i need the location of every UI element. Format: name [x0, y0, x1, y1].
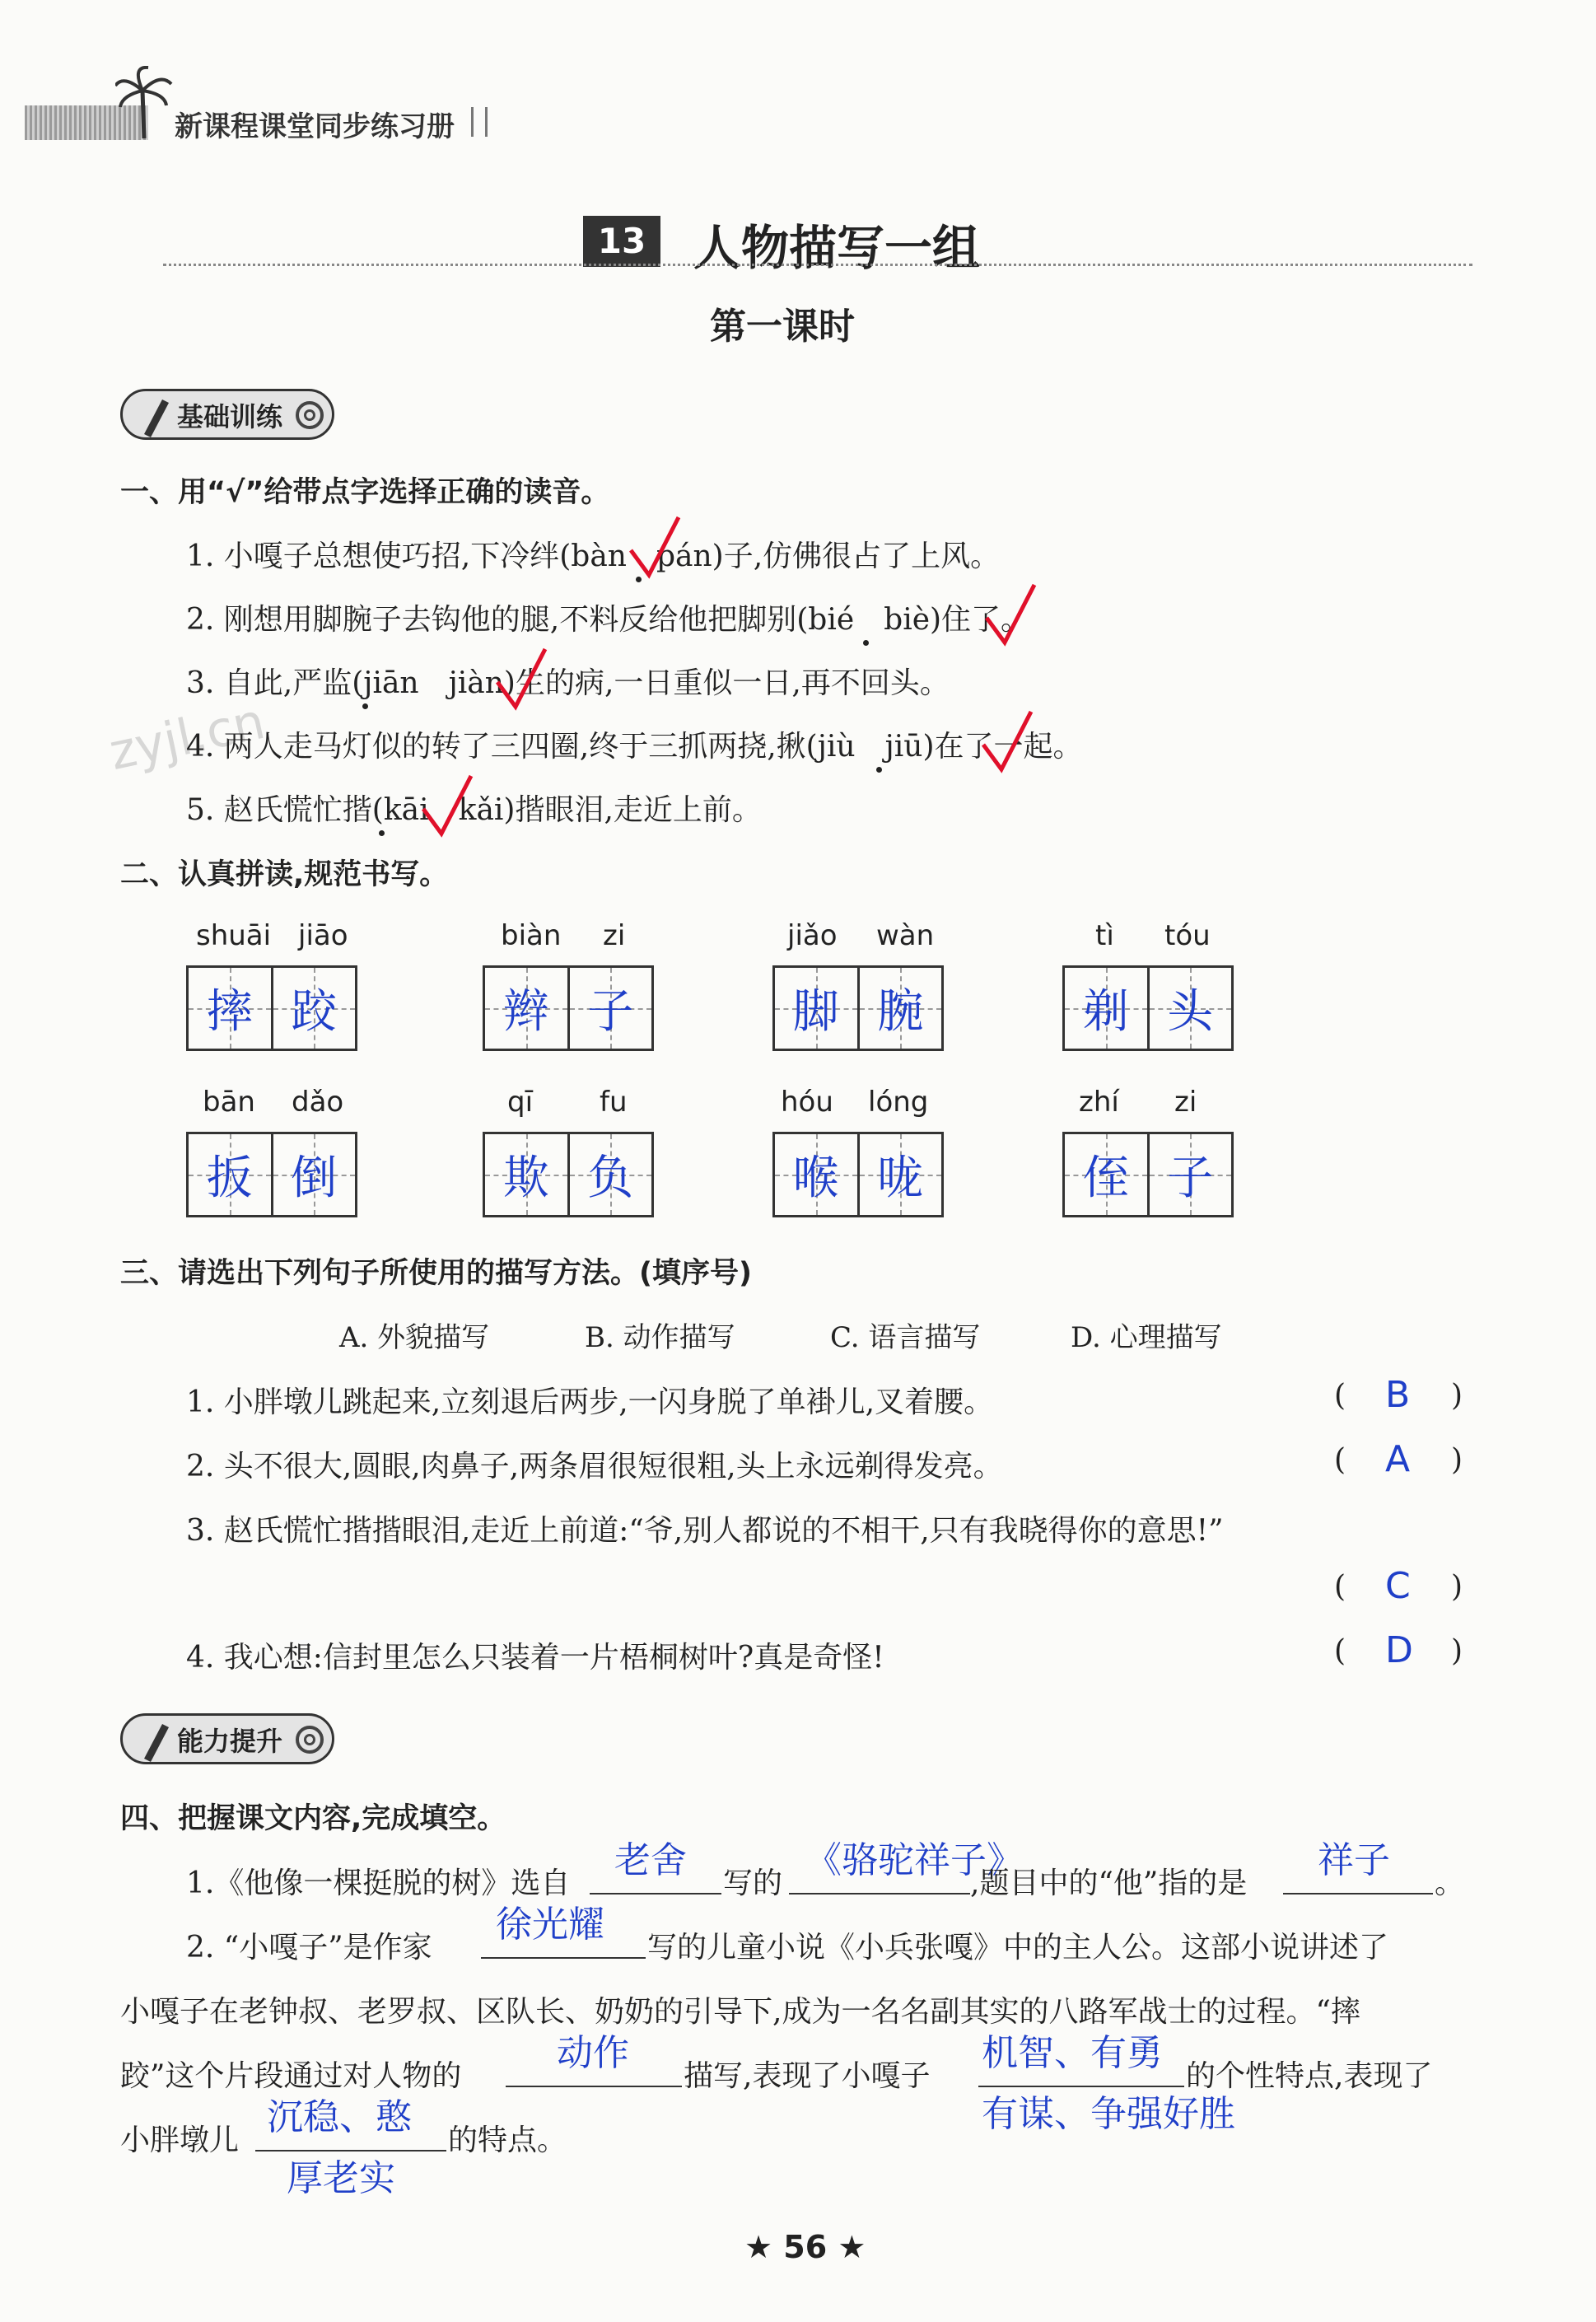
q2-text: 小嘎子在老钟叔、老罗叔、区队长、奶奶的引导下,成为一名名副其实的八路军战士的过程。“摔	[120, 1995, 1360, 2029]
basic-training-label: 基础训练	[177, 401, 283, 432]
filled-answer: 祥子	[1318, 1839, 1390, 1881]
writing-grid	[483, 965, 654, 1051]
answer-choice: D	[1385, 1629, 1413, 1671]
pinyin: qī	[507, 1086, 534, 1119]
written-char: 脚	[792, 985, 839, 1039]
pinyin: zi	[603, 919, 626, 952]
q2-text: 2. “小嘎子”是作家	[186, 1931, 432, 1965]
pinyin: lóng	[868, 1086, 929, 1119]
written-char: 腕	[877, 985, 924, 1039]
check-mark-icon	[982, 582, 1039, 647]
pencil-icon	[138, 1721, 170, 1762]
check-mark-icon	[626, 514, 684, 580]
writing-grid	[186, 965, 357, 1051]
page-number: ★ 56 ★	[744, 2229, 866, 2265]
paren-open: (	[1334, 1570, 1346, 1604]
series-title: 新课程课堂同步练习册	[175, 110, 455, 143]
pencil-icon	[138, 396, 170, 437]
blank	[481, 1957, 646, 1959]
ability-badge	[120, 1713, 334, 1764]
section2-heading: 二、认真拼读,规范书写。	[120, 858, 449, 891]
written-char: 子	[1167, 1152, 1214, 1205]
filled-answer: 《骆驼祥子》	[805, 1839, 1023, 1881]
q1-text: 。	[1435, 1866, 1465, 1900]
lesson-subtitle: 第一课时	[710, 306, 855, 348]
section3-item: 2. 头不很大,圆眼,肉鼻子,两条眉很短很粗,头上永远剃得发亮。	[186, 1450, 1003, 1483]
emphasis-dot	[863, 640, 869, 646]
section3-item: 3. 赵氏慌忙揩揩眼泪,走近上前道:“爷,别人都说的不相干,只有我晓得你的意思!”	[186, 1514, 1224, 1548]
emphasis-dot	[876, 767, 882, 773]
pinyin: bān	[203, 1086, 255, 1119]
option: A. 外貌描写	[339, 1321, 490, 1354]
paren-open: (	[1334, 1379, 1346, 1413]
section1-item: 1. 小嘎子总想使巧招,下冷绊(bàn pán)子,仿佛很占了上风。	[186, 540, 1001, 573]
pinyin: hóu	[781, 1086, 833, 1119]
written-char: 剃	[1082, 985, 1129, 1039]
blank	[506, 2086, 682, 2087]
pinyin: zi	[1174, 1086, 1197, 1119]
basic-training-badge	[120, 389, 334, 440]
written-char: 摔	[206, 985, 253, 1039]
filled-answer: 厚老实	[287, 2157, 395, 2199]
filled-answer: 徐光耀	[496, 1904, 604, 1946]
lesson-title: 人物描写一组	[693, 220, 981, 276]
paren-close: )	[1451, 1379, 1463, 1413]
filled-answer: 动作	[557, 2032, 629, 2074]
section3-heading: 三、请选出下列句子所使用的描写方法。(填序号)	[120, 1257, 752, 1290]
filled-answer: 机智、有勇	[982, 2032, 1163, 2074]
check-mark-icon	[492, 646, 550, 712]
written-char: 欺	[502, 1152, 549, 1205]
section1-item: 2. 刚想用脚腕子去钩他的腿,不料反给他把脚别(bié biè)住了。	[186, 603, 1031, 637]
written-char: 负	[587, 1152, 634, 1205]
lesson-number: 13	[583, 216, 660, 267]
paren-close: )	[1451, 1634, 1463, 1668]
section4-heading: 四、把握课文内容,完成填空。	[120, 1802, 506, 1835]
written-char: 扳	[206, 1152, 253, 1205]
q2-text: 跤”这个片段通过对人物的	[120, 2059, 462, 2093]
ring-icon	[296, 401, 324, 429]
written-char: 辫	[502, 985, 549, 1039]
pinyin: tì	[1095, 919, 1114, 952]
emphasis-dot	[362, 703, 368, 709]
pinyin: dǎo	[292, 1086, 344, 1119]
option: B. 动作描写	[585, 1321, 735, 1354]
section3-item: 1. 小胖墩儿跳起来,立刻退后两步,一闪身脱了单褂儿,叉着腰。	[186, 1385, 994, 1419]
watermark: zyjl.cn	[104, 692, 270, 783]
filled-answer: 有谋、争强好胜	[982, 2093, 1235, 2135]
answer-choice: C	[1385, 1565, 1411, 1607]
paren-open: (	[1334, 1443, 1346, 1477]
pinyin: zhí	[1079, 1086, 1119, 1119]
pinyin: jiǎo	[787, 919, 838, 952]
written-char: 咙	[877, 1152, 924, 1205]
writing-grid	[772, 965, 944, 1051]
pinyin: wàn	[876, 919, 935, 952]
q2-text: 的个性特点,表现了	[1186, 2059, 1433, 2093]
writing-grid	[772, 1132, 944, 1217]
writing-grid	[1062, 1132, 1234, 1217]
blank	[789, 1893, 970, 1895]
q2-text: 写的儿童小说《小兵张嘎》中的主人公。这部小说讲述了	[647, 1931, 1389, 1965]
section3-item: 4. 我心想:信封里怎么只装着一片梧桐树叶?真是奇怪!	[186, 1641, 884, 1675]
pinyin: tóu	[1164, 919, 1211, 952]
palm-tree-icon	[115, 66, 173, 140]
written-char: 侄	[1082, 1152, 1129, 1205]
q1-text: 1.《他像一棵挺脱的树》选自	[186, 1866, 571, 1900]
pinyin: fu	[600, 1086, 628, 1119]
writing-grid	[186, 1132, 357, 1217]
header-divider	[471, 107, 488, 137]
ring-icon	[296, 1726, 324, 1754]
written-char: 子	[587, 985, 634, 1039]
check-mark-icon	[978, 708, 1036, 774]
title-divider	[163, 264, 1472, 266]
section1-item: 3. 自此,严监(jiān jiàn)生的病,一日重似一日,再不回头。	[186, 666, 950, 700]
writing-grid	[483, 1132, 654, 1217]
q2-text: 小胖墩儿	[120, 2123, 240, 2157]
blank	[1283, 1893, 1433, 1895]
pinyin: jiāo	[298, 919, 348, 952]
answer-choice: A	[1385, 1438, 1411, 1480]
check-mark-icon	[418, 773, 476, 839]
written-char: 喉	[792, 1152, 839, 1205]
q1-text: ,题目中的“他”指的是	[970, 1866, 1248, 1900]
q2-text: 的特点。	[448, 2123, 567, 2157]
filled-answer: 老舍	[614, 1839, 687, 1881]
written-char: 倒	[291, 1152, 338, 1205]
written-char: 跤	[291, 985, 338, 1039]
paren-close: )	[1451, 1443, 1463, 1477]
section1-heading: 一、用“√”给带点字选择正确的读音。	[120, 476, 610, 509]
q2-text: 描写,表现了小嘎子	[684, 2059, 931, 2093]
blank	[590, 1893, 721, 1895]
pinyin: shuāi	[196, 919, 272, 952]
writing-grid	[1062, 965, 1234, 1051]
section1-item: 4. 两人走马灯似的转了三四圈,终于三抓两挠,揪(jiù jiū)在了一起。	[186, 730, 1083, 764]
written-char: 头	[1167, 985, 1214, 1039]
answer-choice: B	[1385, 1374, 1411, 1416]
section1-item: 5. 赵氏慌忙揩(kāi kǎi)揩眼泪,走近上前。	[186, 793, 762, 827]
pinyin: biàn	[501, 919, 562, 952]
q1-text: 写的	[723, 1866, 783, 1900]
filled-answer: 沉稳、憨	[267, 2096, 412, 2138]
ability-label: 能力提升	[177, 1726, 283, 1757]
emphasis-dot	[379, 830, 385, 836]
option: C. 语言描写	[830, 1321, 981, 1354]
option: D. 心理描写	[1071, 1321, 1222, 1354]
paren-close: )	[1451, 1570, 1463, 1604]
paren-open: (	[1334, 1634, 1346, 1668]
